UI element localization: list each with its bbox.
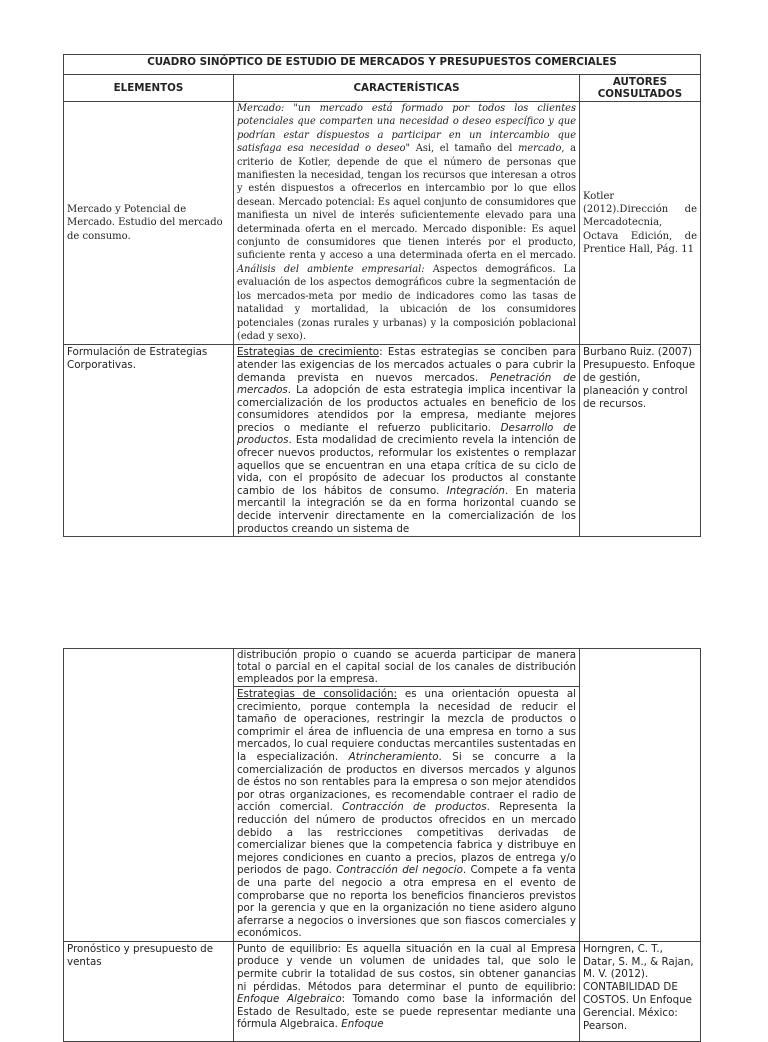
consolidation-strategies: [234, 687, 580, 942]
row3-author: Horngren, C. T., Datar, S. M., & Rajan, M. V. (2012). CONTABILIDAD DE COSTOS. Un Enfoque Gerencial. México: Pearson.: [580, 941, 701, 1041]
row1-characteristics: [234, 102, 580, 345]
contraccion-negocio: Contracción del negocio: [336, 864, 463, 877]
row2-element-continued: [64, 649, 234, 942]
row2-continued-text: distribución propio o cuando se acuerda participar de manera total o parcial en el capital social de los canales de distribución empleados por la empresa.: [234, 649, 580, 687]
row3-element: Pronóstico y presupuesto de ventas: [64, 941, 234, 1041]
row3-characteristics: [234, 941, 580, 1041]
table-title: CUADRO SINÓPTICO DE ESTUDIO DE MERCADOS Y PRESUPUESTOS COMERCIALES: [64, 55, 701, 75]
row1-analisis-label: Análisis del ambiente empresarial:: [237, 263, 425, 275]
row2-text3: . Esta modalidad de crecimiento revela la intención de ofrecer nuevos productos, reformular los existentes o remplazar aquellos que se encuentran en una etapa crítica de su ciclo de vida, con el propósito de adecuar los productos al constante cambio de los hábitos de consumo.: [237, 434, 576, 497]
row2-integracion: Integración: [446, 484, 505, 497]
row2-characteristics: [234, 345, 580, 537]
atrincheramiento: Atrincheramiento: [348, 750, 439, 763]
synoptic-table-page2: [63, 648, 701, 1042]
row1-author: Kotler (2012).Dirección de Mercadotecnia, Octava Edición, de Prentice Hall, Pág. 11: [580, 102, 701, 345]
row2-text4: . En materia mercantil la integración se da en forma horizontal cuando se decide intervenir directamente en la comercialización de los productos creando un sistema de: [237, 484, 576, 535]
row3-text2: : Tomando como base la información del Estado de Resultado, este se puede representar mediante una fórmula Algebraica.: [237, 993, 576, 1031]
row2-crecimiento-label: Estrategias de crecimiento: [237, 346, 380, 359]
row1-text: Asi, el tamaño del: [410, 143, 519, 155]
header-caracteristicas: CARACTERÍSTICAS: [234, 75, 580, 102]
row1-mercado-word: mercado: [518, 143, 562, 155]
row2-text1: : Estas estrategias se conciben para atender las exigencias de los mercados actuales o para cubrir la demanda prevista en nuevos mercados.: [237, 346, 576, 384]
row3-text1: Punto de equilibrio: Es aquella situación en la cual al Empresa produce y vende un volumen de unidades tal, que solo le permite cubrir la totalidad de sus costos, sin obtener ganancias ni pérdidas. Métodos para determinar el punto de equilibrio:: [237, 942, 576, 993]
header-autores: AUTORES CONSULTADOS: [580, 75, 701, 102]
row2-author-continued: [580, 649, 701, 942]
header-elementos: ELEMENTOS: [64, 75, 234, 102]
contraccion-productos: Contracción de productos: [342, 801, 487, 814]
enfoque-algebraico: Enfoque Algebraico: [237, 993, 342, 1006]
row1-text2: , a criterio de Kotler, depende de que el número de personas que manifiesten la necesidad, tengan los recursos que interesan a otros y estén dispuestos a ofrecerlos en intercambio por lo que ellos desean. Mercado potencial: Es aquel conjunto de consumidores que manifiesta un nivel de interés suficientemente elevado para una determinada oferta en el mercado. Mercado disponible: Es aquel conjunto de consumidores que tienen interés por el producto, suficiente renta y acceso a una determinada oferta en el mercado.: [237, 143, 576, 262]
consolidacion-text4: . Compete a fa venta de una parte del negocio a otra empresa en el evento de comprobarse que no reporta los beneficios financieros previstos por la gerencia y que en la organización no tiene asidero alguno aferrarse a negocios o inversiones que son fiascos comerciales y económicos.: [237, 864, 576, 940]
consolidacion-text3: . Representa la reducción del número de productos ofrecidos en un mercado debido a las restricciones competitivas derivadas de comercializar bienes que la competencia fabrica y distribuye en mejores condiciones en cuanto a precios, plazos de entrega y/o periodos de pago.: [237, 801, 576, 877]
row2-author: Burbano Ruiz. (2007) Presupuesto. Enfoque de gestión, planeación y control de recursos.: [580, 345, 701, 537]
consolidacion-text2: . Si se concurre a la comercialización de productos en diversos mercados y algunos de éstos no son rentables para la empresa o son mejor atendidos por otras organizaciones, es recomendable contraer el radio de acción comercial.: [237, 750, 576, 814]
row3-enfoque: Enfoque: [341, 1018, 384, 1031]
row1-mercado-definition: Mercado: "un mercado está formado por todos los clientes potenciales que comparten una necesidad o deseo específico y que podrían estar dispuestos a participar en un intercambio que satisfaga esa necesidad o deseo": [237, 103, 576, 155]
row2-element: Formulación de Estrategias Corporativas.: [64, 345, 234, 537]
synoptic-table-page1: [63, 54, 701, 537]
row2-text2: . La adopción de esta estrategia implica incentivar la comercialización de los productos actuales en beneficio de los consumidores atendidos por la empresa, mediante mejores precios o mediante el refuerzo publicitario.: [237, 384, 576, 434]
consolidacion-text1: es una orientación opuesta al crecimiento, porque contempla la necesidad de reducir el tamaño de operaciones, restringir la mezcla de productos o comprimir el área de influencia de una empresa en torno a sus mercados, lo cual requiere conductas mercantiles sustentadas en la especialización.: [237, 688, 577, 763]
row1-text3: Aspectos demográficos. La evaluación de los aspectos demográficos cubre la segmentación de los mercados-meta por medio de indicadores como las tasas de natalidad y mortalidad, la ubicación de los consumidores potenciales (zonas rurales y urbanas) y la composición poblacional (edad y sexo).: [237, 263, 577, 342]
consolidacion-label: Estrategias de consolidación:: [237, 688, 398, 700]
row2-penetracion: Penetración de mercados: [237, 371, 576, 397]
row1-element: Mercado y Potencial de Mercado. Estudio del mercado de consumo.: [64, 102, 234, 345]
row2-desarrollo: Desarrollo de productos: [237, 421, 576, 447]
